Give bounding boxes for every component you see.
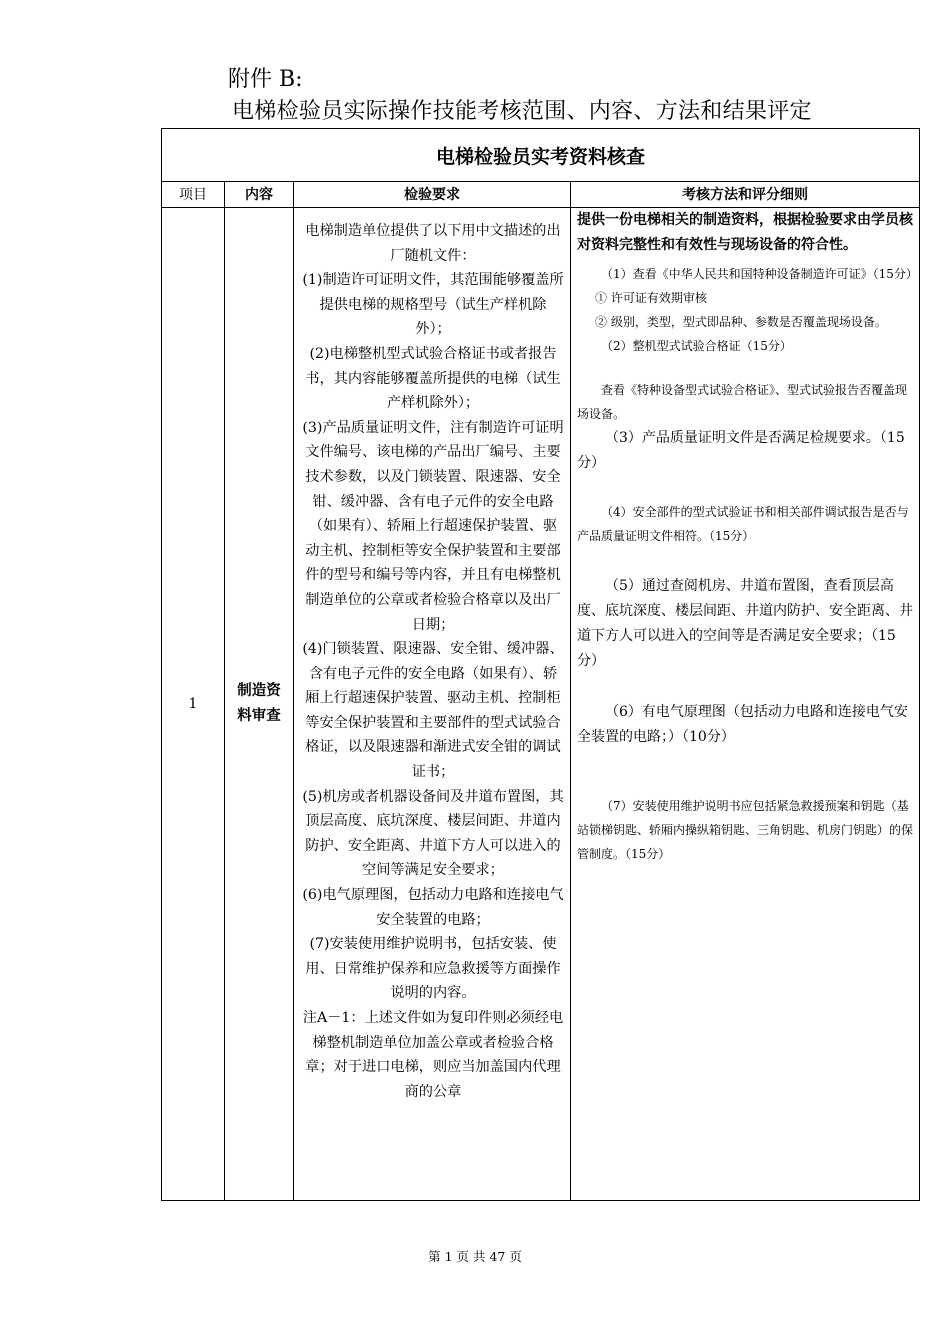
- method-item-6: （6）有电气原理图（包括动力电路和连接电气安全装置的电路；）（10分）: [577, 704, 908, 745]
- method-item-2a: 查看《特种设备型式试验合格证》、型式试验报告否覆盖现场设备。: [577, 383, 908, 421]
- table-header-row: [162, 181, 919, 208]
- item-number: 1: [188, 696, 198, 712]
- method-item-4: （4）安全部件的型式试验证书和相关部件调试报告是否与产品质量证明文件相符。（15分）: [577, 505, 909, 543]
- content-cell: [225, 208, 293, 1200]
- column-divider: [570, 181, 571, 1200]
- requirement-note: 注A－1：上述文件如为复印件则必须经电梯整机制造单位加盖公章或者检验合格章；对于进口电梯，则应当加盖国内代理商的公章: [302, 1010, 564, 1100]
- col-header-item: 项目: [179, 187, 207, 203]
- method-item-5: （5）通过查阅机房、井道布置图，查看顶层高度、底坑深度、楼层间距、井道内防护、安全距离、井道下方人可以进入的空间等是否满足安全要求；（15分）: [577, 578, 913, 669]
- table-title: 电梯检验员实考资料核查: [162, 129, 919, 182]
- method-item-3: （3）产品质量证明文件是否满足检规要求。（15分）: [577, 430, 905, 471]
- requirement-item: (1)制造许可证明文件，其范围能够覆盖所提供电梯的规格型号（试生产样机除外）；: [302, 272, 564, 338]
- requirement-intro: 电梯制造单位提供了以下用中文描述的出厂随机文件：: [305, 223, 561, 264]
- requirement-item: (6)电气原理图，包括动力电路和连接电气安全装置的电路；: [302, 887, 564, 928]
- requirement-item: (7)安装使用维护说明书，包括安装、使用、日常维护保养和应急救援等方面操作说明的内容。: [305, 936, 561, 1002]
- inspection-table: [161, 128, 920, 1201]
- method-item-7: （7）安装使用维护说明书应包括紧急救援预案和钥匙（基站锁梯钥匙、轿厢内操纵箱钥匙、三角钥匙、机房门钥匙）的保管制度。（15分）: [577, 799, 914, 861]
- requirements-cell: [302, 219, 564, 1104]
- attachment-label: 附件 B:: [228, 67, 303, 92]
- method-item-1a: ① 许可证有效期审核: [595, 291, 707, 305]
- requirement-item: (4)门锁装置、限速器、安全钳、缓冲器、含有电子元件的安全电路（如果有）、轿厢上行超速保护装置、驱动主机、控制柜等安全保护装置和主要部件的型式试验合格证，以及限速器和渐进式安全钳的调试证书；: [302, 641, 564, 781]
- page-title: 电梯检验员实际操作技能考核范围、内容、方法和结果评定: [232, 99, 812, 124]
- method-item-1b: ② 级别，类型，型式即品种、参数是否覆盖现场设备。: [595, 315, 887, 329]
- requirement-item: (2)电梯整机型式试验合格证书或者报告书，其内容能够覆盖所提供的电梯（试生产样机除外）；: [305, 345, 561, 412]
- method-item-2: （2）整机型式试验合格证（15分）: [601, 339, 792, 353]
- requirement-item: (3)产品质量证明文件，注有制造许可证明文件编号、该电梯的产品出厂编号、主要技术参数，以及门锁装置、限速器、安全钳、缓冲器、含有电子元件的安全电路（如果有）、轿厢上行超速保护装置、驱动主机、控制柜等安全保护装置和主要部件的型号和编号等内容，并且有电梯整机制造单位的公章或者检验合格章以及出厂日期；: [302, 419, 564, 633]
- column-divider: [293, 181, 294, 1200]
- col-header-method: 考核方法和评分细则: [682, 187, 808, 203]
- requirement-item: (5)机房或者机器设备间及井道布置图，其顶层高度、底坑深度、楼层间距、井道内防护、安全距离、井道下方人可以进入的空间等满足安全要求；: [302, 788, 564, 879]
- content-label-line2: 料审查: [237, 708, 281, 724]
- page-footer: 第 1 页 共 47 页: [428, 1249, 522, 1264]
- method-lead: 提供一份电梯相关的制造资料，根据检验要求由学员核对资料完整性和有效性与现场设备的符合性。: [577, 212, 913, 253]
- method-cell: [577, 208, 918, 866]
- col-header-requirements: 检验要求: [404, 187, 460, 203]
- method-item-1: （1）查看《中华人民共和国特种设备制造许可证》（15分）: [601, 267, 918, 281]
- col-header-content: 内容: [245, 187, 273, 203]
- content-label-line1: 制造资: [237, 683, 281, 699]
